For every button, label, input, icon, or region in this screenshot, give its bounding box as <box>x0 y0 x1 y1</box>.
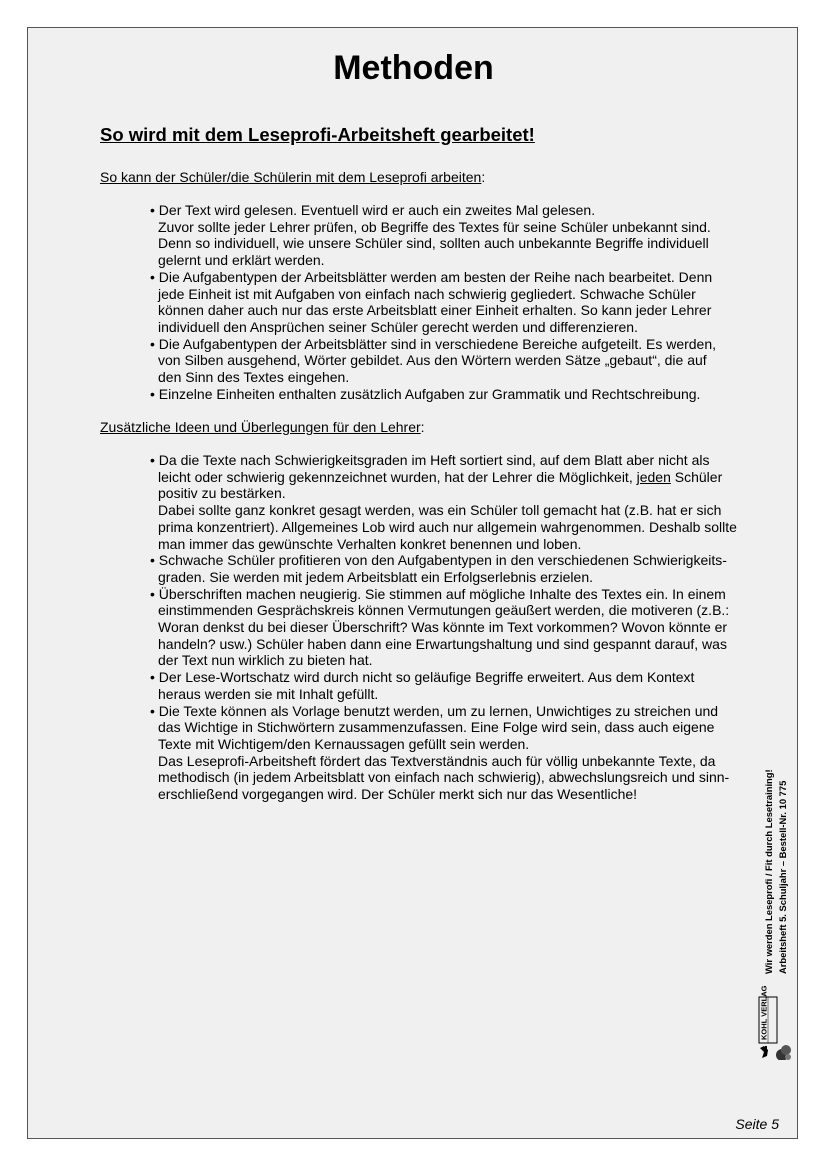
list-line: einstimmenden Gesprächskreis können Vermutungen geäußert werden, die motiveren (z.B.: <box>158 602 730 619</box>
section1-list <box>150 202 750 402</box>
section1-heading-text: So kann der Schüler/die Schülerin mit dem Leseprofi arbeiten <box>100 169 482 185</box>
list-line: • Einzelne Einheiten enthalten zusätzlich Aufgaben zur Grammatik und Rechtschreibung. <box>150 385 701 402</box>
list-line: • Der Text wird gelesen. Eventuell wird er auch ein zweites Mal gelesen. <box>150 202 596 218</box>
line-text: leicht oder schwierig gekennzeichnet wurden, hat der Lehrer die Möglichkeit, <box>158 468 637 485</box>
list-line: von Silben ausgehend, Wörter gebildet. Aus den Wörtern werden Sätze „gebaut“, die auf <box>158 352 707 369</box>
list-line: Zuvor sollte jeder Lehrer prüfen, ob Begriffe des Textes für seine Schüler unbekannt sind. <box>158 218 711 235</box>
list-line: • Überschriften machen neugierig. Sie stimmen auf mögliche Inhalte des Textes ein. In einem <box>150 585 726 602</box>
section1-heading-colon: : <box>481 169 486 185</box>
list-line: erschließend vorgegangen wird. Der Schüler merkt sich nur das Wesentliche! <box>158 786 638 803</box>
list-line: • Schwache Schüler profitieren von den Aufgabentypen in den verschiedenen Schwierigkeits- <box>150 552 727 569</box>
list-line: handeln? usw.) Schüler haben dann eine Erwartungshaltung und sind gespannt darauf, was <box>158 635 727 652</box>
section2-heading-text: Zusätzliche Ideen und Überlegungen für den Lehrer <box>100 419 421 435</box>
list-line: man immer das gewünschte Verhalten konkret benennen und loben. <box>158 535 582 552</box>
list-line: der Text nun wirklich zu bieten hat. <box>158 652 373 669</box>
list-line <box>150 469 750 486</box>
list-line: individuell den Ansprüchen seiner Schüler gerecht werden und differenzieren. <box>158 318 638 335</box>
list-line: • Die Aufgabentypen der Arbeitsblätter werden am besten der Reihe nach bearbeitet. Denn <box>150 268 713 285</box>
list-line: • Die Texte können als Vorlage benutzt werden, um zu lernen, Unwichtiges zu streichen und <box>150 702 719 719</box>
subtitle: So wird mit dem Leseprofi-Arbeitsheft gearbeitet! <box>100 124 535 145</box>
section1-heading <box>100 169 485 185</box>
list-line: • Da die Texte nach Schwierigkeitsgraden im Heft sortiert sind, auf dem Blatt aber nicht als <box>150 452 710 468</box>
page-title: Methoden <box>333 49 494 87</box>
list-line: Das Leseprofi-Arbeitsheft fördert das Textverständnis auch für völlig unbekannte Texte, da <box>158 752 716 769</box>
side-footer <box>758 640 792 1060</box>
list-line: den Sinn des Textes eingehen. <box>158 369 350 386</box>
section2-heading-colon: : <box>420 419 425 435</box>
page-number: Seite 5 <box>735 1116 779 1132</box>
tree-icon <box>758 980 792 1060</box>
list-line: graden. Sie werden mit jedem Arbeitsblatt ein Erfolgserlebnis erzielen. <box>158 568 594 585</box>
side-line-2: Arbeitsheft 5. Schuljahr – Bestell-Nr. 10 775 <box>777 780 788 974</box>
list-line: heraus werden sie mit Inhalt gefüllt. <box>158 685 379 702</box>
line-text: Schüler <box>670 468 723 485</box>
emphasis-jeden: jeden <box>636 468 671 485</box>
list-line: Denn so individuell, wie unsere Schüler sind, sollten auch unbekannte Begriffe individuell <box>158 235 709 252</box>
list-line: das Wichtige in Stichwörtern zusammenzufassen. Eine Folge wird sein, dass auch eigene <box>158 719 715 736</box>
list-line: Dabei sollte ganz konkret gesagt werden, was ein Schüler toll gemacht hat (z.B. hat er sich <box>158 502 722 519</box>
list-line: prima konzentriert). Allgemeines Lob wird auch nur allgemein wahrgenommen. Deshalb sollte <box>158 518 737 535</box>
publisher-name: KOHL VERLAG <box>759 985 769 1040</box>
list-line: gelernt und erklärt werden. <box>158 252 325 269</box>
list-line: Woran denkst du bei dieser Überschrift? Was könnte im Text vorkommen? Wovon könnte er <box>158 619 728 636</box>
section2-heading <box>100 419 425 435</box>
list-line: jede Einheit ist mit Aufgaben von einfach nach schwierig gegliedert. Schwache Schüler <box>158 285 696 302</box>
list-line: positiv zu bestärken. <box>158 485 286 502</box>
list-line: können daher auch nur das erste Arbeitsblatt einer Einheit erhalten. So kann jeder Lehrer <box>158 302 712 319</box>
section2-list <box>150 452 750 803</box>
side-line-1: Wir werden Leseprofi / Fit durch Lesetraining! <box>763 769 774 974</box>
list-line: Texte mit Wichtigem/den Kernaussagen gefüllt sein werden. <box>158 735 530 752</box>
list-line: methodisch (in jedem Arbeitsblatt von einfach nach schwierig), abwechslungsreich und sinn- <box>158 769 730 786</box>
list-line: • Der Lese-Wortschatz wird durch nicht so geläufige Begriffe erweitert. Aus dem Kontext <box>150 669 695 686</box>
publisher-logo <box>758 980 795 1060</box>
list-line: • Die Aufgabentypen der Arbeitsblätter sind in verschiedene Bereiche aufgeteilt. Es werden, <box>150 335 717 352</box>
